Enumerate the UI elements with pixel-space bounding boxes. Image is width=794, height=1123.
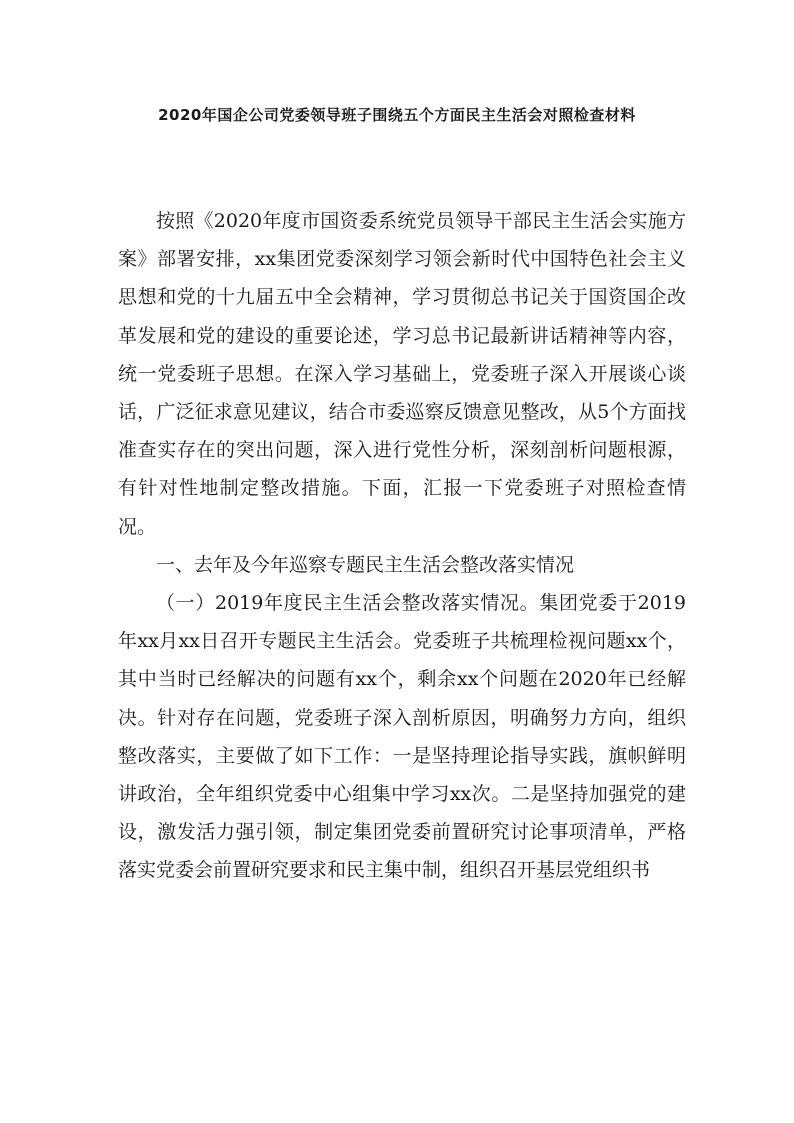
intro-paragraph: 按照《2020年度市国资委系统党员领导干部民主生活会实施方案》部署安排，xx集团党委深刻学习领会新时代中国特色社会主义思想和党的十九届五中全会精神，学习贯彻总书记关于国资国企改革发展和党的建设的重要论述，学习总书记最新讲话精神等内容，统一党委班子思想。在深入学习基础上，党委班子深入开展谈心谈话，广泛征求意见建议，结合市委巡察反馈意见整改，从5个方面找准查实存在的突出问题，深入进行党性分析，深刻剖析问题根源，有针对性地制定整改措施。下面，汇报一下党委班子对照检查情况。	[118, 210, 686, 538]
document-body	[118, 202, 686, 890]
section-paragraph: （一）2019年度民主生活会整改落实情况。集团党委于2019年xx月xx日召开专题民主生活会。党委班子共梳理检视问题xx个，其中当时已经解决的问题有xx个，剩余xx个问题在2020年已经解决。针对存在问题，党委班子深入剖析原因，明确努力方向，组织整改落实，主要做了如下工作：一是坚持理论指导实践，旗帜鲜明讲政治，全年组织党委中心组集中学习xx次。二是坚持加强党的建设，激发活力强引领，制定集团党委前置研究讨论事项清单，严格落实党委会前置研究要求和民主集中制，组织召开基层党组织书	[118, 592, 686, 882]
document-title: 2020年国企公司党委领导班子围绕五个方面民主生活会对照检查材料	[158, 106, 636, 124]
section-heading: 一、去年及今年巡察专题民主生活会整改落实情况	[156, 553, 575, 576]
